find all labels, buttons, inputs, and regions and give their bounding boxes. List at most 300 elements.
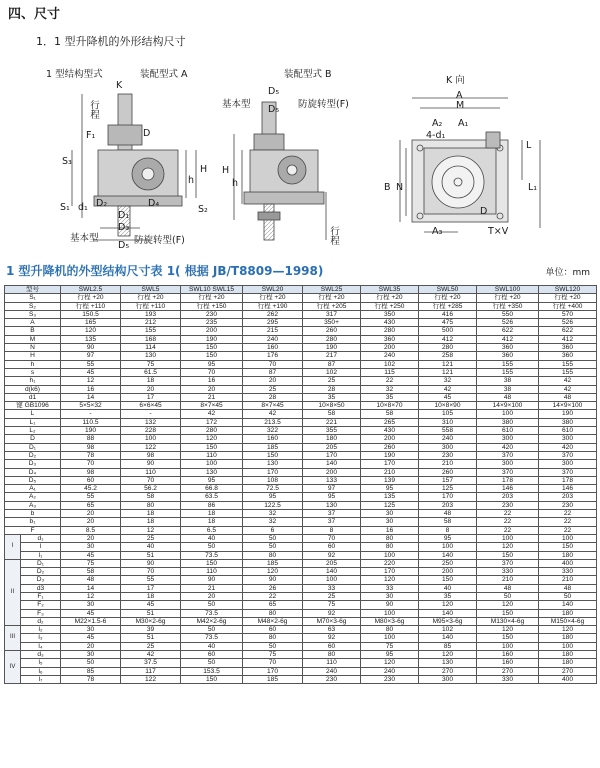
table-row — [5, 501, 597, 509]
table-cell: 100 — [477, 410, 539, 418]
table-cell: 150 — [181, 344, 243, 352]
row-label: D₄ — [5, 468, 61, 476]
table-cell: 20 — [61, 518, 121, 526]
row-label: d3 — [21, 584, 61, 592]
table-cell: 75 — [243, 651, 303, 659]
table-row — [5, 385, 597, 393]
table-cell: 92 — [303, 551, 361, 559]
table-cell: 40 — [181, 534, 243, 542]
table-cell: 42 — [181, 410, 243, 418]
dimension-table — [4, 285, 597, 684]
table-cell: 22 — [243, 592, 303, 600]
table-cell: 180 — [539, 551, 597, 559]
table-cell: 30 — [61, 601, 121, 609]
table-cell: 60 — [243, 626, 303, 634]
row-label: D₁ — [21, 559, 61, 567]
table-cell: 63.5 — [181, 493, 243, 501]
table-cell: 570 — [539, 310, 597, 318]
table-cell: 87 — [303, 360, 361, 368]
table-cell: 110 — [303, 659, 361, 667]
table-row — [5, 344, 597, 352]
table-cell: 行程 +250 — [361, 302, 419, 310]
table-cell: 280 — [181, 427, 243, 435]
table-cell: 45 — [61, 634, 121, 642]
table-cell: 120 — [61, 327, 121, 335]
table-cell: 280 — [419, 344, 477, 352]
table-cell: 30 — [361, 518, 419, 526]
row-label: H — [5, 352, 61, 360]
header-cell: SWL120 — [539, 286, 597, 294]
table-row — [5, 451, 597, 459]
table-cell: 160 — [477, 659, 539, 667]
table-cell: 90 — [121, 559, 181, 567]
table-cell: 48 — [477, 393, 539, 401]
table-cell: 85 — [419, 642, 477, 650]
table-cell: 30 — [361, 510, 419, 518]
drawing-label-l1: L₁ — [528, 182, 538, 193]
header-cell: SWL25 — [303, 286, 361, 294]
table-cell: 130 — [181, 468, 243, 476]
table-row — [5, 310, 597, 318]
table-cell: 355 — [303, 427, 361, 435]
table-cell: 150 — [181, 675, 243, 683]
table-cell: 56.2 — [121, 485, 181, 493]
row-label: d₁ — [21, 534, 61, 542]
table-cell: 37 — [303, 510, 361, 518]
table-row — [5, 651, 597, 659]
table-cell: 32 — [243, 518, 303, 526]
table-cell: 45 — [419, 393, 477, 401]
table-cell: 193 — [121, 310, 181, 318]
header-cell: SWL50 — [419, 286, 477, 294]
table-row — [5, 592, 597, 600]
table-cell: 16 — [61, 385, 121, 393]
table-cell: 42 — [539, 377, 597, 385]
table-cell: 130 — [121, 352, 181, 360]
row-label: S₃ — [5, 310, 61, 318]
table-cell: 行程 +190 — [243, 302, 303, 310]
table-cell: 50 — [477, 592, 539, 600]
fig-label-assem-b: 装配型式 B — [284, 69, 332, 80]
table-cell: 70 — [121, 568, 181, 576]
table-cell: 475 — [419, 319, 477, 327]
table-cell: 180 — [539, 659, 597, 667]
row-label: A₂ — [5, 493, 61, 501]
table-cell: 317 — [303, 310, 361, 318]
table-cell: 80 — [121, 501, 181, 509]
table-cell: 295 — [243, 319, 303, 327]
header-cell: SWL20 — [243, 286, 303, 294]
table-cell: 95 — [181, 476, 243, 484]
table-cell: 380 — [477, 418, 539, 426]
table-cell: 178 — [539, 476, 597, 484]
table-cell: 250 — [419, 559, 477, 567]
table-row — [5, 402, 597, 410]
table-cell: M30×2-6g — [121, 617, 181, 625]
table-row — [5, 584, 597, 592]
table-cell: 105 — [419, 410, 477, 418]
table-cell: 55 — [61, 360, 121, 368]
stem-type-group: III — [5, 626, 21, 651]
table-cell: 33 — [361, 584, 419, 592]
drawing-label-d5-mid: D₅ — [268, 104, 280, 115]
table-cell: 100 — [361, 551, 419, 559]
table-cell: 22 — [361, 377, 419, 385]
table-cell: 120 — [477, 626, 539, 634]
table-cell: 500 — [419, 327, 477, 335]
drawing-label-h-small: h — [188, 175, 195, 186]
table-cell: 行程 +20 — [477, 294, 539, 302]
row-label: h — [5, 360, 61, 368]
row-label: d(k6) — [5, 385, 61, 393]
table-cell: 155 — [539, 360, 597, 368]
table-cell: 42 — [243, 410, 303, 418]
table-cell: 50 — [181, 601, 243, 609]
table-cell: M70×3-6g — [303, 617, 361, 625]
table-cell: 55 — [61, 493, 121, 501]
table-cell: 230 — [181, 310, 243, 318]
table-cell: 140 — [539, 601, 597, 609]
table-cell: 155 — [477, 368, 539, 376]
table-cell: 95 — [181, 360, 243, 368]
table-cell: 210 — [361, 468, 419, 476]
table-cell: 8 — [303, 526, 361, 534]
table-cell: 160 — [243, 344, 303, 352]
table-cell: 370 — [477, 559, 539, 567]
table-cell: 90 — [181, 576, 243, 584]
table-cell: 6.5 — [181, 526, 243, 534]
table-row — [5, 360, 597, 368]
table-cell: 380 — [539, 418, 597, 426]
table-cell: 230 — [419, 451, 477, 459]
table-cell: 200 — [181, 327, 243, 335]
drawing-label-a2: A₂ — [432, 118, 443, 129]
table-row — [5, 319, 597, 327]
table-cell: 25 — [303, 592, 361, 600]
table-cell: 150 — [181, 443, 243, 451]
drawing-label-basic-b: 基本型 — [222, 99, 251, 110]
row-label: D₁ — [5, 443, 61, 451]
row-label: D — [5, 435, 61, 443]
table-cell: 58 — [121, 493, 181, 501]
table-cell: 22 — [477, 526, 539, 534]
table-cell: 200 — [419, 568, 477, 576]
table-cell: 120 — [361, 659, 419, 667]
row-label: D₂ — [5, 451, 61, 459]
table-cell: 110 — [181, 568, 243, 576]
table-cell: 100 — [361, 634, 419, 642]
table-cell: 310 — [419, 418, 477, 426]
drawing-label-a1: A₁ — [458, 118, 469, 129]
table-cell: 100 — [303, 576, 361, 584]
table-cell: 120 — [181, 435, 243, 443]
table-cell: 133 — [303, 476, 361, 484]
table-cell: 300 — [419, 443, 477, 451]
table-cell: 212 — [121, 319, 181, 327]
table-cell: 155 — [539, 368, 597, 376]
table-cell: 50 — [181, 626, 243, 634]
unit-label: 单位：mm — [545, 268, 590, 278]
table-cell: 20 — [181, 385, 243, 393]
drawing-label-s1: S₁ — [60, 202, 70, 213]
table-cell: 230 — [303, 675, 361, 683]
table-cell: 80 — [243, 551, 303, 559]
table-cell: 130 — [243, 460, 303, 468]
table-cell: 180 — [539, 634, 597, 642]
row-label: A — [5, 319, 61, 327]
table-cell: 95 — [361, 651, 419, 659]
table-cell: 360 — [361, 335, 419, 343]
table-row — [5, 485, 597, 493]
table-row — [5, 377, 597, 385]
table-cell: 146 — [477, 485, 539, 493]
table-cell: 170 — [303, 451, 361, 459]
table-cell: 150 — [243, 451, 303, 459]
table-cell: 150 — [181, 559, 243, 567]
table-cell: 48 — [61, 576, 121, 584]
table-cell: 48 — [539, 393, 597, 401]
table-cell: 37 — [303, 518, 361, 526]
table-cell: 86 — [181, 501, 243, 509]
table-cell: 73.5 — [181, 634, 243, 642]
table-cell: 110 — [181, 451, 243, 459]
table-row — [5, 327, 597, 335]
table-cell: 150 — [477, 551, 539, 559]
table-cell: 185 — [243, 443, 303, 451]
table-cell: 260 — [361, 443, 419, 451]
table-cell: 80 — [303, 651, 361, 659]
table-row — [5, 626, 597, 634]
header-cell: SWL10 SWL15 — [181, 286, 243, 294]
table-cell: 35 — [361, 393, 419, 401]
table-cell: 30 — [61, 543, 121, 551]
table-cell: 122.5 — [243, 501, 303, 509]
table-cell: 210 — [477, 576, 539, 584]
row-label: l₆ — [21, 667, 61, 675]
table-row — [5, 551, 597, 559]
table-cell: 38 — [477, 385, 539, 393]
drawing-label-m: M — [456, 100, 465, 111]
table-cell: 117 — [121, 667, 181, 675]
table-cell: 185 — [243, 675, 303, 683]
table-cell: 92 — [303, 634, 361, 642]
table-cell: 203 — [477, 493, 539, 501]
table-cell: 122 — [121, 443, 181, 451]
table-cell: 165 — [61, 319, 121, 327]
table-cell: 120 — [477, 543, 539, 551]
table-cell: 38 — [477, 377, 539, 385]
table-cell: 22 — [477, 510, 539, 518]
table-cell: 370 — [477, 451, 539, 459]
table-cell: 120 — [361, 576, 419, 584]
table-cell: 330 — [477, 675, 539, 683]
drawing-label-antirot: 防旋转型(F) — [134, 235, 185, 246]
table-cell: 12 — [61, 377, 121, 385]
row-label: l₃ — [21, 634, 61, 642]
table-cell: 39 — [121, 626, 181, 634]
table-cell: 61.5 — [121, 368, 181, 376]
table-cell: 122 — [121, 675, 181, 683]
table-cell: 370 — [539, 451, 597, 459]
table-cell: 14×9×100 — [539, 402, 597, 410]
table-cell: 40 — [121, 543, 181, 551]
table-cell: M95×3-6g — [419, 617, 477, 625]
table-cell: 95 — [243, 493, 303, 501]
table-cell: 78 — [61, 451, 121, 459]
table-cell: 420 — [539, 443, 597, 451]
table-cell: 80 — [361, 626, 419, 634]
table-cell: 8×7×45 — [243, 402, 303, 410]
row-label: b₁ — [5, 518, 61, 526]
table-cell: 168 — [121, 335, 181, 343]
table-cell: 280 — [361, 327, 419, 335]
table-cell: 90 — [243, 576, 303, 584]
table-cell: 190 — [61, 427, 121, 435]
table-cell: 58 — [61, 568, 121, 576]
table-cell: 150 — [181, 352, 243, 360]
table-row — [5, 675, 597, 683]
drawing-label-antirot-b: 防旋转型(F) — [298, 99, 349, 110]
table-cell: 50 — [181, 543, 243, 551]
table-cell: 51 — [121, 634, 181, 642]
table-cell: 135 — [61, 335, 121, 343]
table-row — [5, 659, 597, 667]
table-cell: 50 — [243, 642, 303, 650]
table-cell: 220 — [361, 559, 419, 567]
table-cell: M42×2-6g — [181, 617, 243, 625]
table-cell: 200 — [303, 468, 361, 476]
table-cell: 10×8×50 — [303, 402, 361, 410]
table-cell: 180 — [303, 435, 361, 443]
table-cell: 90 — [121, 460, 181, 468]
table-cell: 300 — [419, 675, 477, 683]
table-cell: 262 — [243, 310, 303, 318]
table-cell: 121 — [419, 360, 477, 368]
table-cell: 139 — [361, 476, 419, 484]
table-cell: 114 — [121, 344, 181, 352]
table-cell: 18 — [121, 377, 181, 385]
table-cell: 100 — [181, 460, 243, 468]
table-cell: 97 — [61, 352, 121, 360]
table-cell: 行程 +400 — [539, 302, 597, 310]
table-cell: 622 — [477, 327, 539, 335]
table-row — [5, 476, 597, 484]
table-cell: 98 — [61, 443, 121, 451]
table-cell: 416 — [419, 310, 477, 318]
row-label: 键 GB1096 — [5, 402, 61, 410]
table-cell: 35 — [419, 592, 477, 600]
table-cell: 430 — [361, 427, 419, 435]
table-cell: 50 — [243, 534, 303, 542]
table-cell: 28 — [303, 385, 361, 393]
table-cell: 280 — [303, 335, 361, 343]
table-cell: 240 — [361, 352, 419, 360]
table-cell: 157 — [419, 476, 477, 484]
table-cell: 412 — [539, 335, 597, 343]
table-cell: 97 — [303, 485, 361, 493]
table-row — [5, 427, 597, 435]
drawing-label-d2: D₂ — [96, 198, 108, 209]
row-label: N — [5, 344, 61, 352]
row-label: d₂ — [21, 617, 61, 625]
table-cell: 8.5 — [61, 526, 121, 534]
table-cell: 170 — [361, 460, 419, 468]
table-row — [5, 667, 597, 675]
table-cell: 80 — [361, 534, 419, 542]
table-cell: 270 — [419, 667, 477, 675]
drawing-label-4d1: 4-d₁ — [426, 130, 446, 141]
table-cell: 95 — [303, 493, 361, 501]
table-cell: 100 — [419, 543, 477, 551]
fig-label-assem-a: 装配型式 A — [140, 69, 188, 80]
table-cell: 行程 +350 — [477, 302, 539, 310]
table-cell: 5×5×32 — [61, 402, 121, 410]
table-cell: 270 — [477, 667, 539, 675]
table-cell: 17 — [121, 584, 181, 592]
table-cell: 400 — [539, 675, 597, 683]
table-cell: 420 — [477, 443, 539, 451]
fig-label-type1: 1 型结构型式 — [46, 69, 103, 80]
row-label: l₁ — [21, 551, 61, 559]
table-cell: 95 — [419, 534, 477, 542]
table-cell: 80 — [243, 634, 303, 642]
table-cell: 6×6×45 — [121, 402, 181, 410]
table-cell: 230 — [539, 501, 597, 509]
table-row — [5, 568, 597, 576]
drawing-label-d3: D₃ — [118, 222, 130, 233]
table-cell: 140 — [303, 568, 361, 576]
row-label: d₃ — [21, 651, 61, 659]
row-label: D₂ — [21, 568, 61, 576]
table-cell: 120 — [243, 568, 303, 576]
table-cell: 行程 +20 — [181, 294, 243, 302]
table-cell: 205 — [303, 443, 361, 451]
table-cell: 100 — [361, 609, 419, 617]
table-cell: 102 — [303, 368, 361, 376]
table-cell: 215 — [243, 327, 303, 335]
table-row — [5, 368, 597, 376]
table-cell: 155 — [121, 327, 181, 335]
table-cell: 412 — [419, 335, 477, 343]
table-cell: 160 — [477, 651, 539, 659]
table-cell: 180 — [539, 651, 597, 659]
table-cell: 350+ — [303, 319, 361, 327]
table-cell: 180 — [539, 609, 597, 617]
table-row — [5, 642, 597, 650]
table-title: 1 型升降机的外型结构尺寸表 1( 根据 JB/T8809—1998) — [6, 264, 324, 278]
stem-type-group: I — [5, 534, 21, 559]
table-cell: 240 — [303, 667, 361, 675]
row-label: F₁ — [21, 592, 61, 600]
row-label: M — [5, 335, 61, 343]
table-cell: 37.5 — [121, 659, 181, 667]
table-cell: 108 — [243, 476, 303, 484]
table-cell: 48 — [477, 584, 539, 592]
stem-type-group: IV — [5, 651, 21, 684]
fig-label-kview: K 向 — [446, 75, 465, 86]
table-cell: 228 — [121, 427, 181, 435]
row-label: F — [5, 526, 61, 534]
table-cell: 20 — [243, 377, 303, 385]
table-cell: 412 — [477, 335, 539, 343]
table-cell: 265 — [361, 418, 419, 426]
table-cell: 32 — [361, 385, 419, 393]
table-cell: 360 — [477, 352, 539, 360]
drawing-label-stroke: 行程 — [88, 100, 99, 119]
table-cell: 30 — [361, 592, 419, 600]
table-cell: 115 — [361, 368, 419, 376]
row-label: L₁ — [5, 418, 61, 426]
